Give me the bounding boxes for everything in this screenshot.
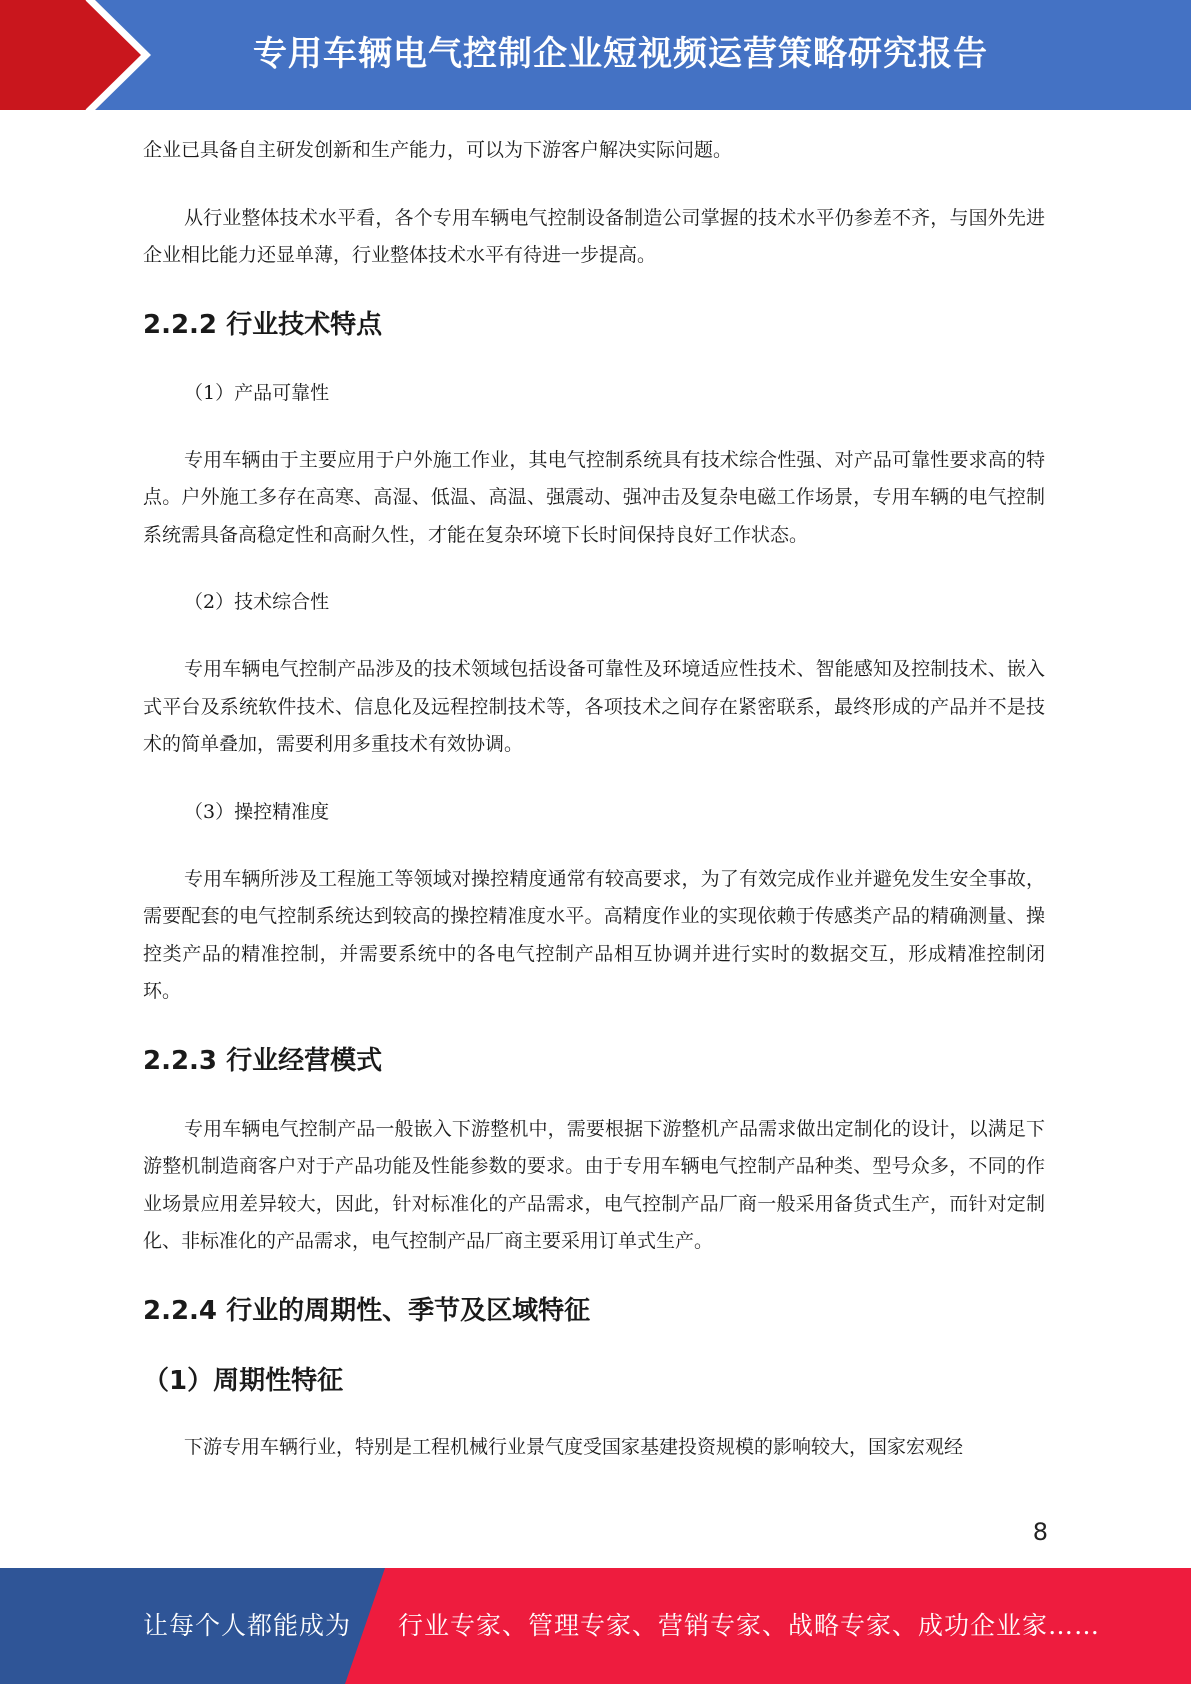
section-heading-2-2-2: 2.2.2 行业技术特点 <box>143 309 383 340</box>
subitem-reliability: （1）产品可靠性 <box>184 381 330 404</box>
paragraph-tech-level: 从行业整体技术水平看，各个专用车辆电气控制设备制造公司掌握的技术水平仍参差不齐，与国外先进企业相比能力还显单薄，行业整体技术水平有待进一步提高。 <box>143 206 1045 266</box>
paragraph-precision: 专用车辆所涉及工程施工等领域对操控精度通常有较高要求，为了有效完成作业并避免发生安全事故，需要配套的电气控制系统达到较高的操控精准度水平。高精度作业的实现依赖于传感类产品的精确测量、操控类产品的精准控制，并需要系统中的各电气控制产品相互协调并进行实时的数据交互，形成精准控制闭环。 <box>143 867 1045 1002</box>
page-header <box>0 0 1191 110</box>
paragraph-integration: 专用车辆电气控制产品涉及的技术领域包括设备可靠性及环境适应性技术、智能感知及控制技术、嵌入式平台及系统软件技术、信息化及远程控制技术等，各项技术之间存在紧密联系，最终形成的产品并不是技术的简单叠加，需要利用多重技术有效协调。 <box>143 658 1045 755</box>
paragraph-reliability: 专用车辆由于主要应用于户外施工作业，其电气控制系统具有技术综合性强、对产品可靠性要求高的特点。户外施工多存在高寒、高湿、低温、高温、强震动、强冲击及复杂电磁工作场景，专用车辆的电气控制系统需具备高稳定性和高耐久性，才能在复杂环境下长时间保持良好工作状态。 <box>143 448 1045 546</box>
document-body <box>143 132 1045 1496</box>
paragraph-business-model: 专用车辆电气控制产品一般嵌入下游整机中，需要根据下游整机产品需求做出定制化的设计，以满足下游整机制造商客户对于产品功能及性能参数的要求。由于专用车辆电气控制产品种类、型号众多，不同的作业场景应用差异较大，因此，针对标准化的产品需求，电气控制产品厂商一般采用备货式生产，而针对定制化、非标准化的产品需求，电气控制产品厂商主要采用订单式生产。 <box>143 1117 1045 1252</box>
paragraph-intro: 企业已具备自主研发创新和生产能力，可以为下游客户解决实际问题。 <box>143 139 733 161</box>
paragraph-cyclicality: 下游专用车辆行业，特别是工程机械行业景气度受国家基建投资规模的影响较大，国家宏观经 <box>184 1435 964 1458</box>
subsection-heading-cyclicality: （1）周期性特征 <box>143 1365 344 1396</box>
subitem-precision: （3）操控精准度 <box>184 800 330 823</box>
footer-slogan-left: 让每个人都能成为 <box>143 1611 352 1640</box>
page-footer <box>0 1568 1191 1684</box>
section-heading-2-2-3: 2.2.3 行业经营模式 <box>143 1045 383 1076</box>
footer-slogan-right: 行业专家、管理专家、营销专家、战略专家、成功企业家…… <box>398 1611 1101 1640</box>
section-heading-2-2-4: 2.2.4 行业的周期性、季节及区域特征 <box>143 1295 591 1326</box>
red-chevron-decoration <box>0 0 160 110</box>
page-number: 8 <box>1032 1518 1048 1546</box>
report-title: 专用车辆电气控制企业短视频运营策略研究报告 <box>253 34 988 74</box>
subitem-integration: （2）技术综合性 <box>184 591 330 613</box>
